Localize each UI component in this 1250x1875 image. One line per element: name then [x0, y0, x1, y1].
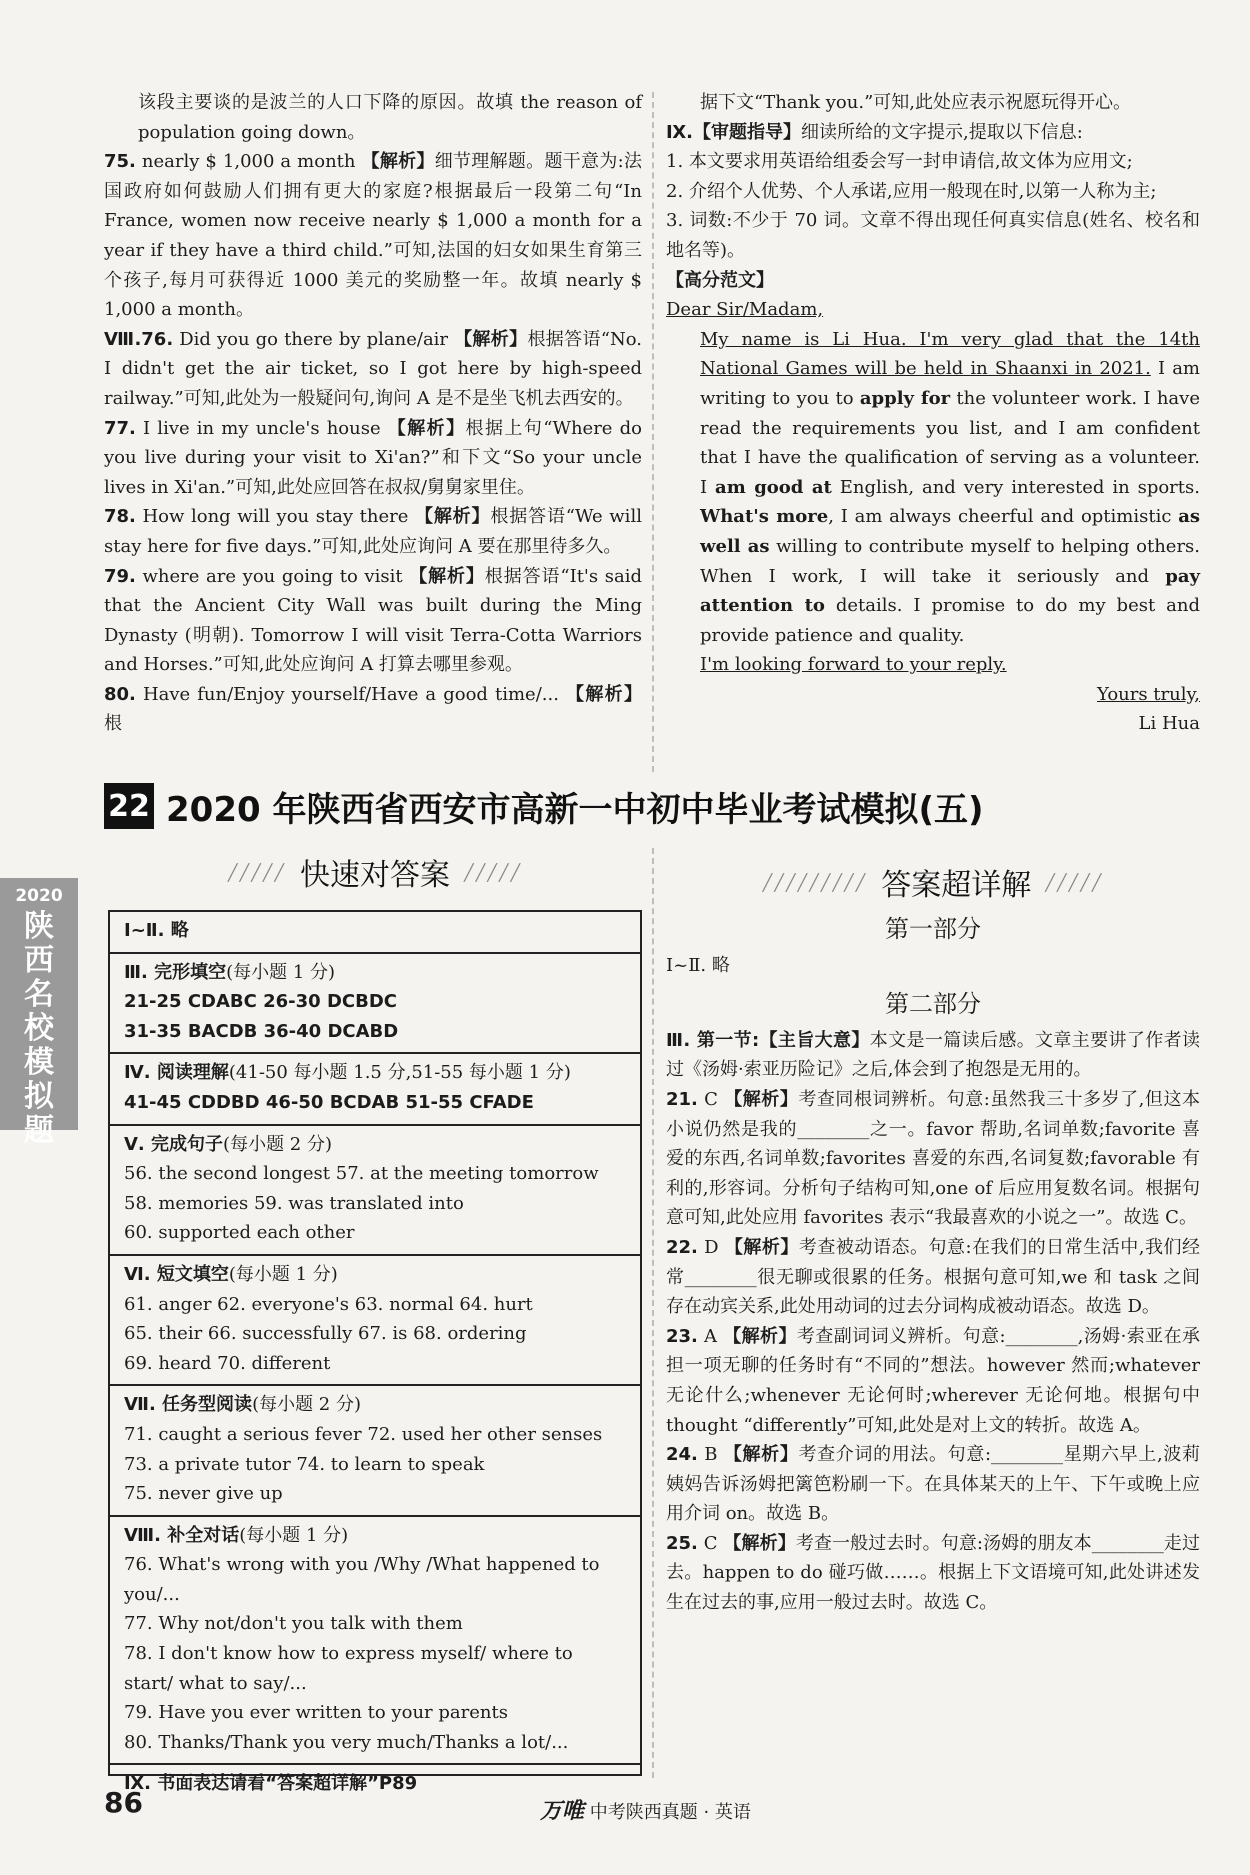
entry-answer: where are you going to visit	[142, 565, 403, 587]
entry-tag: 【解析】	[414, 506, 491, 528]
part-two-heading: 第二部分	[885, 990, 981, 1019]
item-text: 考查被动语态。句意:在我们的日常生活中,我们经常________很无聊或很累的任务。根据句意可知,we 和 task 之间存在动宾关系,此处用动词的过去分词构成被动语态。故选 D。	[666, 1236, 1200, 1318]
decorative-dashes: ╱╱╱╱╱	[464, 862, 523, 882]
answer-block-5	[110, 1126, 640, 1256]
entry-tag: 【解析】	[409, 565, 485, 587]
detail-item-21	[666, 1085, 1200, 1233]
entry-answer: I live in my uncle's house	[143, 417, 381, 439]
side-tab-char: 题	[24, 1113, 54, 1148]
series-name: 中考陕西真题 · 英语	[589, 1802, 751, 1823]
detail-item-24	[666, 1440, 1200, 1529]
answer-line: 75. never give up	[124, 1483, 283, 1505]
answer-block-1-2	[110, 912, 640, 954]
block-header-text: Ⅷ. 补全对话	[124, 1524, 240, 1546]
item-number: 24.	[666, 1444, 698, 1466]
guidance-point: 1. 本文要求用英语给组委会写一封申请信,故文体为应用文;	[666, 151, 1133, 173]
guidance-point: 3. 词数:不少于 70 词。文章不得出现任何真实信息(姓名、校名和地名等)。	[666, 210, 1200, 261]
summary-text: 本文是一篇读后感。文章主要讲了作者读过《汤姆·索亚历险记》之后,体会到了抱怨是无用的。	[666, 1029, 1201, 1081]
passage-summary	[666, 1026, 1200, 1085]
top-right-column	[666, 88, 1200, 739]
section-title	[104, 778, 1204, 834]
block-header	[124, 1058, 626, 1088]
answer-line: 78. I don't know how to express myself/ where to start/ what to say/...	[124, 1643, 573, 1694]
answer-line: 69. heard 70. different	[124, 1352, 331, 1374]
side-tab-char: 陕	[24, 909, 54, 944]
answer-line: 80. Thanks/Thank you very much/Thanks a lot/...	[124, 1731, 569, 1753]
decorative-dashes: ╱╱╱╱╱	[1045, 872, 1104, 892]
item-text: 考查一般过去时。句意:汤姆的朋友本________走过去。happen to do 碰巧做……。根据上下文语境可知,此处讲述发生在过去的事,应用一般过去时。故选 C。	[666, 1532, 1200, 1614]
entry-answer: nearly $ 1,000 a month	[141, 151, 356, 173]
essay-text: , I am always cheerful and optimistic	[828, 506, 1179, 528]
essay-closing: I'm looking forward to your reply.	[700, 654, 1007, 676]
item-number: 25.	[666, 1532, 698, 1554]
part-one-heading: 第一部分	[885, 915, 981, 943]
section-title-text: 2020 年陕西省西安市高新一中初中毕业考试模拟(五)	[166, 789, 984, 830]
item-text: 考查副词词义辨析。句意:________,汤姆·索亚在承担一项无聊的任务时有“不同的”想法。however 然而;whatever 无论什么;whenever 无论何时;wherever 无论何地。根据句中 thought “differently”可知,此处是对上文的转折。故选 A。	[666, 1325, 1200, 1436]
entry-number: 77.	[104, 417, 136, 439]
item-tag: 【解析】	[724, 1088, 799, 1110]
side-tab-year: 2020	[15, 886, 63, 906]
entry-tag: 【解析】	[387, 417, 466, 439]
detail-item-23	[666, 1322, 1200, 1440]
continued-paragraph	[104, 88, 642, 147]
entry-text: 根	[104, 713, 122, 735]
answer-block-6	[110, 1256, 640, 1386]
side-tab-label	[0, 910, 78, 1148]
quick-answers-heading	[108, 852, 642, 892]
essay-text: willing to contribute myself to helping others. When I work, I will take it seriously and	[700, 535, 1201, 587]
block-points: (每小题 1 分)	[228, 1263, 338, 1285]
answer-block-7	[110, 1386, 640, 1516]
guidance-intro: 细读所给的文字提示,提取以下信息:	[801, 121, 1083, 143]
summary-label: Ⅲ. 第一节:	[666, 1029, 760, 1051]
block-header-text: Ⅵ. 短文填空	[124, 1263, 229, 1285]
side-tab-char: 模	[24, 1045, 54, 1080]
answer-line: 76. What's wrong with you /Why /What happened to you/...	[124, 1554, 600, 1605]
essay-bold: apply for	[859, 387, 951, 409]
essay-text: the volunteer work. I have read the requirements you list, and I am confident that I have the qualification of serving as a volunteer. I	[700, 387, 1200, 498]
block-header	[124, 916, 626, 946]
essay-bold: pay attention to	[700, 565, 1200, 617]
essay-text: I am writing to you to	[700, 358, 1200, 409]
footer-brand	[540, 1794, 751, 1825]
answer-block-8	[110, 1517, 640, 1766]
essay-salutation: Dear Sir/Madam,	[666, 299, 824, 321]
answer-line: 56. the second longest 57. at the meeting tomorrow	[124, 1163, 599, 1185]
essay-bold: What's more	[700, 506, 829, 528]
writing-guidance	[666, 118, 1200, 148]
side-tab-char: 名	[24, 977, 54, 1012]
block-header-text: Ⅳ. 阅读理解	[124, 1062, 229, 1084]
item-text: 考查介词的用法。句意:________星期六早上,波莉姨妈告诉汤姆把篱笆粉刷一下。在具体某天的上午、下午或晚上应用介词 on。故选 B。	[666, 1444, 1200, 1525]
sample-essay-tag: 【高分范文】	[666, 269, 774, 291]
block-header-text: Ⅸ. 书面表达请看“答案超详解”P89	[124, 1773, 418, 1795]
entry-text: 根据答语“No. I didn't get the air ticket, so I got here by high-speed railway.”可知,此处为一般疑问句,询问 A 是不是坐飞机去西安的。	[104, 328, 642, 409]
guidance-point: 2. 介绍个人优势、个人承诺,应用一般现在时,以第一人称为主;	[666, 180, 1157, 202]
summary-tag: 【主旨大意】	[759, 1029, 870, 1051]
section-label: Ⅸ.	[666, 121, 694, 143]
answer-line: 21-25 CDABC 26-30 DCBDC	[124, 991, 397, 1013]
item-tag: 【解析】	[723, 1444, 799, 1466]
detail-item-25	[666, 1529, 1200, 1618]
essay-bold: as well as	[700, 506, 1200, 557]
answer-block-4	[110, 1054, 640, 1125]
block-header	[124, 1130, 626, 1160]
block-header	[124, 1521, 626, 1551]
answer-entry-75	[104, 147, 642, 325]
answer-line: 58. memories 59. was translated into	[124, 1192, 464, 1214]
item-answer: C	[703, 1532, 718, 1554]
block-header-text: Ⅰ~Ⅱ. 略	[124, 920, 189, 941]
section-number-badge: 22	[104, 783, 154, 829]
top-left-column	[104, 88, 642, 739]
entry-answer: Have fun/Enjoy yourself/Have a good time/...	[142, 683, 559, 705]
entry-number: 79.	[104, 565, 136, 587]
item-answer: C	[704, 1088, 718, 1110]
block-header-text: Ⅶ. 任务型阅读	[124, 1394, 253, 1416]
entry-number: 80.	[104, 683, 136, 705]
essay-signature: Li Hua	[1138, 713, 1200, 735]
entry-text: 根据答语“We will stay here for five days.”可知,此处应询问 A 要在那里待多久。	[104, 506, 642, 557]
guidance-tag: 【审题指导】	[693, 121, 802, 143]
detailed-answers	[666, 865, 1200, 1618]
answer-line: 61. anger 62. everyone's 63. normal 64. hurt	[124, 1293, 533, 1315]
column-divider	[652, 848, 654, 1778]
essay-paragraph	[666, 325, 1200, 651]
detail-item-22	[666, 1233, 1200, 1322]
entry-answer: How long will you stay there	[142, 506, 409, 528]
continued-paragraph: 据下文“Thank you.”可知,此处应表示祝愿玩得开心。	[700, 92, 1131, 113]
block-header	[124, 958, 626, 988]
item-answer: B	[704, 1444, 718, 1466]
essay-bold: am good at	[715, 476, 832, 498]
answer-line: 77. Why not/don't you talk with them	[124, 1613, 463, 1635]
item-tag: 【解析】	[723, 1325, 797, 1347]
answer-line: 31-35 BACDB 36-40 DCABD	[124, 1020, 399, 1042]
part-one-note: Ⅰ~Ⅱ. 略	[666, 954, 730, 976]
block-points: (41-50 每小题 1.5 分,51-55 每小题 1 分)	[228, 1062, 571, 1084]
block-points: (每小题 2 分)	[252, 1394, 362, 1416]
entry-number: 75.	[104, 151, 136, 173]
side-tab-char: 校	[24, 1011, 54, 1046]
answer-entry-80	[104, 680, 642, 739]
item-text: 考查同根词辨析。句意:虽然我三十多岁了,但这本小说仍然是我的________之一。favor 帮助,名词单数;favorite 喜爱的东西,名词单数;favorites 喜爱的东西,名词复数;favorable 有利的,形容词。分析句子结构可知,one of 后应用复数名词。根据句意可知,此处应用 favorites 表示“我最喜欢的小说之一”。故选 C。	[666, 1088, 1200, 1229]
answer-line: 65. their 66. successfully 67. is 68. ordering	[124, 1323, 527, 1345]
item-number: 23.	[666, 1325, 698, 1347]
answer-entry-78	[104, 502, 642, 561]
decorative-dashes: ╱╱╱╱╱	[227, 862, 286, 882]
entry-tag: 【解析】	[454, 328, 528, 350]
block-header-text: Ⅲ. 完形填空	[124, 961, 227, 983]
entry-tag: 【解析】	[361, 151, 435, 173]
side-tab-char: 西	[24, 943, 54, 978]
answer-entry-77	[104, 414, 642, 503]
essay-text: English, and very interested in sports.	[831, 476, 1200, 498]
block-header	[124, 1390, 626, 1420]
answer-line: 71. caught a serious fever 72. used her other senses	[124, 1423, 603, 1445]
essay-text: details. I promise to do my best and provide patience and quality.	[700, 595, 1200, 646]
column-divider	[652, 92, 654, 772]
entry-text: 该段主要谈的是波兰的人口下降的原因。故填 the reason of population going down。	[138, 92, 642, 143]
brand-logo: 万唯	[540, 1799, 585, 1824]
answer-entry-79	[104, 562, 642, 680]
answer-line: 41-45 CDDBD 46-50 BCDAB 51-55 CFADE	[124, 1091, 534, 1113]
block-points: (每小题 1 分)	[239, 1524, 349, 1546]
essay-underlined: My name is Li Hua. I'm very glad that the 14th National Games will be held in Shaanxi in 2021.	[700, 328, 1200, 380]
entry-number: Ⅷ.76.	[104, 328, 174, 350]
answer-line: 60. supported each other	[124, 1222, 355, 1244]
block-points: (每小题 1 分)	[226, 961, 336, 983]
entry-number: 78.	[104, 506, 136, 528]
block-header	[124, 1260, 626, 1290]
quick-answers-heading-text: 快速对答案	[300, 858, 450, 893]
item-answer: A	[704, 1325, 718, 1347]
block-points: (每小题 2 分)	[223, 1133, 332, 1155]
item-tag: 【解析】	[723, 1532, 796, 1554]
entry-text: 根据上句“Where do you live during your visit to Xi'an?”和下文“So your uncle lives in Xi'an.”可知,此处应回答在叔叔/舅舅家里住。	[104, 417, 642, 498]
answer-line: 79. Have you ever written to your parents	[124, 1702, 508, 1724]
side-tab-char: 拟	[24, 1079, 54, 1114]
page-number: 86	[104, 1786, 143, 1819]
entry-text: 根据答语“It's said that the Ancient City Wall was built during the Ming Dynasty (明朝). Tomorrow I will visit Terra-Cotta Warriors and Horses.”可知,此处应询问 A 打算去哪里参观。	[104, 565, 642, 676]
entry-answer: Did you go there by plane/air	[179, 328, 449, 350]
side-tab	[0, 878, 78, 1148]
answer-block-3	[110, 954, 640, 1055]
block-header-text: Ⅴ. 完成句子	[124, 1133, 224, 1155]
item-tag: 【解析】	[724, 1236, 799, 1258]
item-number: 21.	[666, 1088, 698, 1110]
answer-line: 73. a private tutor 74. to learn to speak	[124, 1453, 485, 1475]
quick-answer-box	[108, 910, 642, 1795]
entry-text: 细节理解题。题干意为:法国政府如何鼓励人们拥有更大的家庭?根据最后一段第二句“In France, women now receive nearly $ 1,000 a month for a year if they have a third child.”可知,法国的妇女如果生育第三个孩子,每月可获得近 1000 美元的奖励整一年。故填 nearly $ 1,000 a month。	[104, 151, 642, 321]
detail-heading-text: 答案超详解	[881, 868, 1032, 903]
decorative-dashes: ╱╱╱╱╱╱╱╱╱	[762, 872, 868, 892]
entry-tag: 【解析】	[566, 683, 642, 705]
essay-signoff: Yours truly,	[1097, 683, 1200, 705]
item-answer: D	[704, 1236, 719, 1258]
answer-entry-76	[104, 325, 642, 414]
item-number: 22.	[666, 1236, 698, 1258]
